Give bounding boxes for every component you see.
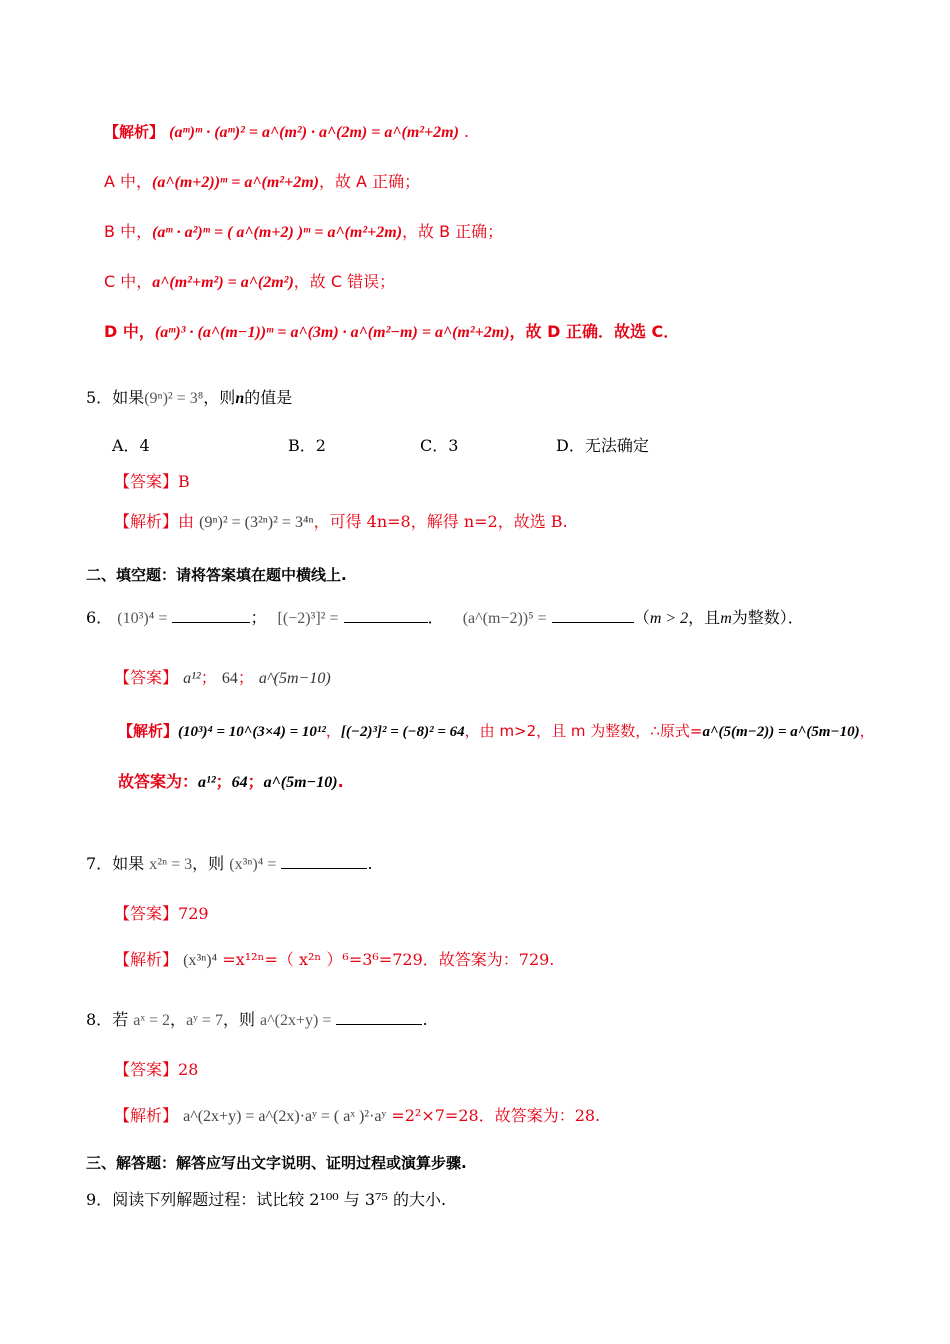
q8-stem: 8．若 aˣ = 2，aʸ = 7，则 a^(2x+y) = . (86, 1010, 428, 1029)
solution-label: 【解析】 (114, 950, 179, 969)
answer-value: B (178, 472, 190, 491)
q5-option-b: B．2 (288, 436, 326, 455)
q4-solution-line-A: A 中，(a^(m+2))ᵐ = a^(m²+2m)，故 A 正确； (104, 172, 421, 191)
solution-label: 【解析】 (104, 123, 165, 141)
answer-blank[interactable] (172, 608, 250, 623)
q5-option-a: A．4 (112, 436, 150, 455)
question-number: 8． (86, 1010, 113, 1029)
answer-label: 【答案】 (114, 1060, 179, 1079)
math-expression: (aᵐ)ᵐ · (aᵐ)² = a^(m²) · a^(2m) = a^(m²+2m) (169, 124, 459, 141)
answer-value: 64 (221, 670, 238, 687)
math-expression: (9ⁿ)² = (3²ⁿ)² = 3⁴ⁿ (199, 514, 314, 531)
math-expression: aˣ = 2 (133, 1012, 171, 1029)
math-expression: [(−2)³]² = (−8)² = 64 (340, 724, 465, 740)
math-expression: (a^(m−2))⁵ = (462, 610, 547, 627)
section-3-heading: 三、解答题：解答应写出文字说明、证明过程或演算步骤. (86, 1154, 467, 1172)
answer-label: 【答案】 (114, 668, 179, 687)
math-expression: a¹² (198, 774, 216, 791)
answer-value: 28 (178, 1060, 199, 1079)
q4-solution-line-B: B 中，(aᵐ · a²)ᵐ = ( a^(m+2) )ᵐ = a^(m²+2m)，故 B 正确； (104, 222, 504, 241)
answer-value: a^(5m−10) (258, 670, 331, 687)
math-expression: a^(2x+y) = (260, 1012, 332, 1029)
question-number: 9． (86, 1190, 113, 1209)
q8-answer (114, 1060, 198, 1079)
q4-solution-line-D: D 中，(aᵐ)³ · (a^(m−1))ᵐ = a^(3m) · a^(m²−m) = a^(m²+2m)，故 D 正确．故选 C． (104, 322, 680, 341)
q7-stem: 7．如果 x²ⁿ = 3，则 (x³ⁿ)⁴ = . (86, 854, 373, 873)
answer-value: 729 (178, 904, 209, 923)
math-expression: a^(5(m−2)) = a^(5m−10) (702, 724, 860, 740)
q5-option-d: D．无法确定 (556, 436, 649, 455)
math-expression: (aᵐ · a²)ᵐ = ( a^(m+2) )ᵐ = a^(m²+2m) (152, 224, 403, 241)
question-number: 5． (86, 388, 113, 407)
solution-label: 【解析】 (114, 1106, 179, 1125)
math-expression: (10³)⁴ = (117, 610, 168, 627)
answer-blank[interactable] (552, 608, 634, 623)
q5-answer (114, 472, 190, 491)
math-expression: x²ⁿ = 3 (149, 856, 193, 873)
q8-solution: 【解析】 a^(2x+y) = a^(2x)·aʸ = ( aˣ )²·aʸ =2²×7=28．故答案为：28. (114, 1106, 601, 1125)
answer-value: a¹² (183, 670, 201, 687)
math-expression: 64 (231, 774, 248, 791)
math-expression: a^(5m−10) (263, 774, 338, 791)
watermark (515, 150, 530, 171)
math-expression: [(−2)³]² = (277, 610, 339, 627)
q6-solution-line-1: 【解析】(10³)⁴ = 10^(3×4) = 10¹²，[(−2)³]² = (−8)² = 64，由 m>2，且 m 为整数，∴原式=a^(5(m−2)) = a^(5m−10)， (118, 722, 875, 740)
math-expression: (x³ⁿ)⁴ = (229, 856, 277, 873)
math-expression: (10³)⁴ = 10^(3×4) = 10¹² (178, 724, 326, 740)
q5-option-c: C．3 (420, 436, 459, 455)
question-number: 6． (86, 608, 113, 627)
q5-stem: 5．如果(9ⁿ)² = 3⁸，则n的值是 (86, 388, 293, 407)
q7-solution: 【解析】 (x³ⁿ)⁴ =x¹²ⁿ=（ x²ⁿ ）⁶=3⁶=729．故答案为：729. (114, 950, 555, 969)
math-expression: (a^(m+2))ᵐ = a^(m²+2m) (152, 174, 319, 191)
answer-label: 【答案】 (114, 472, 179, 491)
q6-solution-line-2: 故答案为：a¹²；64；a^(5m−10). (118, 772, 344, 791)
q7-answer (114, 904, 209, 923)
q4-solution-line-1: 【解析】 (aᵐ)ᵐ · (aᵐ)² = a^(m²) · a^(2m) = a^(m²+2m) . (104, 122, 470, 141)
q6-answer: 【答案】 a¹²； 64； a^(5m−10) (114, 668, 331, 687)
math-expression: (9ⁿ)² = 3⁸ (144, 390, 204, 407)
answer-label: 【答案】 (114, 904, 179, 923)
section-2-heading: 二、填空题：请将答案填在题中横线上. (86, 566, 347, 584)
solution-label: 【解析】 (118, 722, 179, 740)
solution-label: 【解析】 (114, 512, 179, 531)
math-expression: a^(2x+y) = a^(2x)·aʸ = ( aˣ )²·aʸ (183, 1108, 387, 1125)
math-expression: aʸ = 7 (186, 1012, 223, 1029)
q6-stem: 6． (10³)⁴ = ； [(−2)³]² = ． (a^(m−2))⁵ = （m > 2，且m为整数）． (86, 608, 804, 627)
answer-blank[interactable] (344, 608, 428, 623)
math-expression: a^(m²+m²) = a^(2m²) (152, 274, 294, 291)
question-number: 7． (86, 854, 113, 873)
answer-blank[interactable] (281, 854, 367, 869)
q4-solution-line-C: C 中，a^(m²+m²) = a^(2m²)，故 C 错误； (104, 272, 396, 291)
answer-blank[interactable] (336, 1010, 422, 1025)
q9-stem: 9．阅读下列解题过程：试比较 2¹⁰⁰ 与 3⁷⁵ 的大小. (86, 1190, 447, 1209)
q5-solution: 【解析】由 (9ⁿ)² = (3²ⁿ)² = 3⁴ⁿ，可得 4n=8，解得 n=2，故选 B. (114, 512, 568, 531)
math-expression: (x³ⁿ)⁴ (183, 952, 218, 969)
math-expression: (aᵐ)³ · (a^(m−1))ᵐ = a^(3m) · a^(m²−m) = a^(m²+2m) (154, 324, 510, 341)
